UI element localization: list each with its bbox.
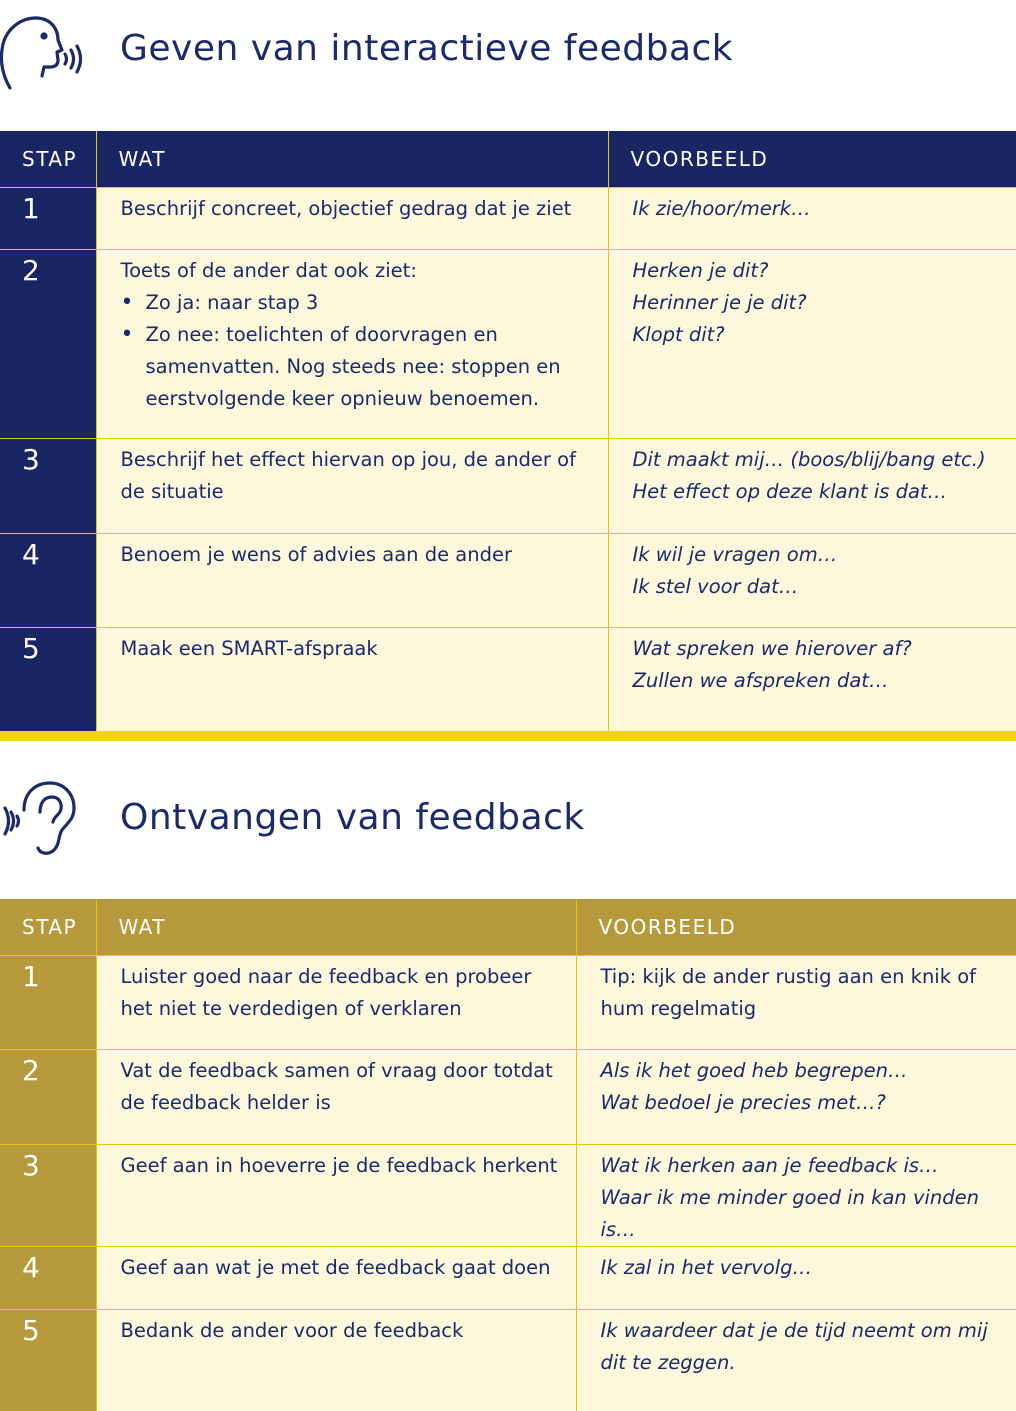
section-title-geven: Geven van interactieve feedback <box>120 28 734 69</box>
step-number: 4 <box>0 1246 96 1309</box>
section-divider <box>0 731 1016 741</box>
step-number: 4 <box>0 533 96 627</box>
table-row <box>0 1309 1016 1411</box>
step-example: Wat spreken we hierover af? Zullen we afspreken dat… <box>608 627 1016 731</box>
table-row <box>0 1144 1016 1246</box>
step-description: Vat de feedback samen of vraag door totdat de feedback helder is <box>96 1049 576 1144</box>
table-row <box>0 533 1016 627</box>
header-voorbeeld: VOORBEELD <box>608 131 1016 187</box>
table-header-row <box>0 131 1016 187</box>
step-example: Dit maakt mij… (boos/blij/bang etc.) Het effect op deze klant is dat… <box>608 438 1016 533</box>
table-row <box>0 627 1016 731</box>
header-voorbeeld: VOORBEELD <box>576 899 1016 955</box>
step-example: Als ik het goed heb begrepen… Wat bedoel je precies met…? <box>576 1049 1016 1144</box>
table-row <box>0 187 1016 249</box>
step-example: Ik zie/hoor/merk… <box>608 187 1016 249</box>
step-example: Ik waardeer dat je de tijd neemt om mij dit te zeggen. <box>576 1309 1016 1411</box>
table-row <box>0 1049 1016 1144</box>
step-description: Geef aan in hoeverre je de feedback herkent <box>96 1144 576 1246</box>
step-number: 3 <box>0 438 96 533</box>
step-description: Maak een SMART-afspraak <box>96 627 608 731</box>
step-number: 5 <box>0 1309 96 1411</box>
table-geven <box>0 131 1016 731</box>
step-number: 2 <box>0 1049 96 1144</box>
step-description: Beschrijf het effect hiervan op jou, de ander of de situatie <box>96 438 608 533</box>
table-row <box>0 249 1016 438</box>
table-ontvangen <box>0 899 1016 1411</box>
step-number: 5 <box>0 627 96 731</box>
step-example: Tip: kijk de ander rustig aan en knik of hum regelmatig <box>576 955 1016 1049</box>
step-number: 1 <box>0 187 96 249</box>
speaking-head-icon <box>0 10 90 92</box>
header-wat: WAT <box>96 899 576 955</box>
step-description: Beschrijf concreet, objectief gedrag dat je ziet <box>96 187 608 249</box>
step-example: Wat ik herken aan je feedback is… Waar ik me minder goed in kan vinden is… <box>576 1144 1016 1246</box>
step-description: Benoem je wens of advies aan de ander <box>96 533 608 627</box>
step-intro: Toets of de ander dat ook ziet: <box>120 258 417 282</box>
header-stap: STAP <box>0 899 96 955</box>
bullet-list <box>121 287 600 415</box>
list-item: • Zo nee: toelichten of doorvragen en samenvatten. Nog steeds nee: stoppen en eerstvolgende keer opnieuw benoemen. <box>121 319 600 415</box>
step-example: Ik wil je vragen om… Ik stel voor dat… <box>608 533 1016 627</box>
step-description: Bedank de ander voor de feedback <box>96 1309 576 1411</box>
section-title-ontvangen: Ontvangen van feedback <box>120 797 585 838</box>
header-wat: WAT <box>96 131 608 187</box>
step-description <box>96 249 608 438</box>
table-row <box>0 1246 1016 1309</box>
step-example: Herken je dit? Herinner je je dit? Klopt dit? <box>608 249 1016 438</box>
list-item: • Zo ja: naar stap 3 <box>121 287 600 319</box>
step-number: 3 <box>0 1144 96 1246</box>
table-row <box>0 438 1016 533</box>
step-description: Geef aan wat je met de feedback gaat doen <box>96 1246 576 1309</box>
step-number: 2 <box>0 249 96 438</box>
table-row <box>0 955 1016 1049</box>
table-header-row <box>0 899 1016 955</box>
step-example: Ik zal in het vervolg… <box>576 1246 1016 1309</box>
header-stap: STAP <box>0 131 96 187</box>
step-number: 1 <box>0 955 96 1049</box>
listening-ear-icon <box>0 778 82 860</box>
step-description: Luister goed naar de feedback en probeer het niet te verdedigen of verklaren <box>96 955 576 1049</box>
